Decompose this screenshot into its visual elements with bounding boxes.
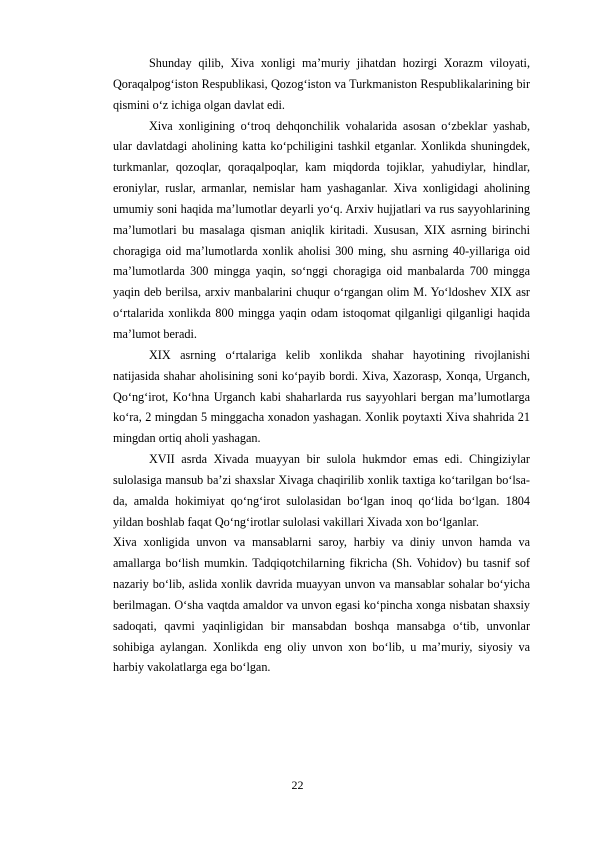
paragraph-population-composition: Xiva xonligining o‘troq dehqonchilik vohalarida asosan o‘zbeklar yashab, ular davlatdagi aholining katta ko‘pchiligini tashkil etganlar. Xonlikda shuningdek, turkmanlar, qozoqlar, qoraqalpoqlar, kam miqdorda tojiklar, yahudiylar, hindlar, eroniylar, ruslar, armanlar, nemislar ham yashaganlar. Xiva xonligidagi aholining umumiy soni haqida ma’lumotlar deyarli yo‘q. Arxiv hujjatlari va rus sayyohlarining ma’lumotlari bu masalaga qisman aniqlik kiritadi. Xususan, XIX asrning birinchi choragiga oid ma’lumotlarda xonlik aholisi 300 ming, shu asrning 40-yillariga oid ma’lumotlarda 300 mingga yaqin, so‘nggi choragiga oid manbalarda 700 mingga yaqin deb berilsa, arxiv manbalarini chuqur o‘rgangan olim M. Yo‘ldoshev XIX asr o‘rtalarida xonlikda 800 mingga yaqin odam istoqomat qilganligi qilganligi haqida ma’lumot beradi. xyxy=(113,118,530,341)
page-body xyxy=(113,53,530,678)
paragraph-urban-population: XIX asrning o‘rtalariga kelib xonlikda shahar hayotining rivojlanishi natijasida shahar aholisining soni ko‘payib bordi. Xiva, Xazorasp, Xonqa, Urganch, Qo‘ng‘irot, Ko‘hna Urganch kabi shaharlarda rus sayyohlari bergan ma’lumotlarga ko‘ra, 2 mingdan 5 minggacha xonadon yashagan. Xonlik poytaxti Xiva shahrida 21 mingdan ortiq aholi yashagan. xyxy=(113,347,530,446)
paragraph-dynasty: XVII asrda Xivada muayyan bir sulola hukmdor emas edi. Chingiziylar sulolasiga mansub ba’zi shaxslar Xivaga chaqirilib xonlik taxtiga ko‘tarilgan bo‘lsa-da, amalda hokimiyat qo‘ng‘irot sulolasidan bo‘lgan inoq qo‘lida bo‘lgan. 1804 yildan boshlab faqat Qo‘ng‘irotlar sulolasi vakillari Xivada xon bo‘lganlar. xyxy=(113,452,530,529)
page-number: 22 xyxy=(291,778,304,792)
paragraph-administrative-territory: Shunday qilib, Xiva xonligi ma’muriy jihatdan hozirgi Xorazm viloyati, Qoraqalpog‘iston Respublikasi, Qozog‘iston va Turkmaniston Respublikalarining bir qismini o‘z ichiga olgan davlat edi. xyxy=(113,56,530,112)
paragraph-titles-and-offices: Xiva xonligida unvon va mansablarni saroy, harbiy va diniy unvon hamda va amallarga bo‘lish mumkin. Tadqiqotchilarning fikricha (Sh. Vohidov) bu tasnif sof nazariy bo‘lib, aslida xonlik davrida muayyan unvon va mansablar sohalar bo‘yicha berilmagan. O‘sha vaqtda amaldor va unvon egasi ko‘pincha xonga nisbatan shaxsiy sadoqati, qavmi yaqinligidan bir mansabdan boshqa mansabga o‘tib, unvonlar sohibiga aylangan. Xonlikda eng oliy unvon xon bo‘lib, u ma’muriy, siyosiy va harbiy vakolatlarga ega bo‘lgan. xyxy=(113,535,530,675)
